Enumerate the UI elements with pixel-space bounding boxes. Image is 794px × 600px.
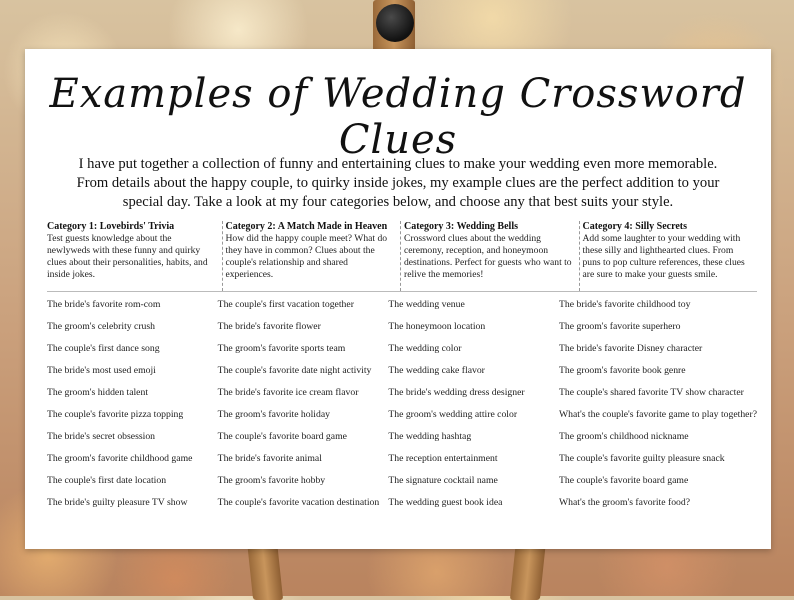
clue-column-4 <box>556 294 757 514</box>
easel-right-leg <box>510 540 546 600</box>
clue-item: The groom's wedding attire color <box>388 409 518 420</box>
clue-item: What's the groom's favorite food? <box>559 497 691 508</box>
clue-item: The bride's wedding dress designer <box>388 387 525 398</box>
clue-column-3 <box>385 294 556 514</box>
category-heading: Category 4: Silly Secrets <box>582 221 688 232</box>
clue-item: The bride's favorite flower <box>217 321 321 332</box>
sign-board <box>25 49 771 549</box>
clue-item: The couple's favorite board game <box>217 431 347 442</box>
clue-item: The bride's favorite rom-com <box>47 299 161 310</box>
category-headers <box>47 221 757 291</box>
clue-column-2 <box>215 294 386 514</box>
clue-item: The couple's favorite guilty pleasure snack <box>559 453 725 464</box>
category-description: How did the happy couple meet? What do they have in common? Clues about the couple's relationship and shared experiences. <box>225 233 388 280</box>
clue-item: The couple's favorite date night activity <box>217 365 372 376</box>
category-description: Test guests knowledge about the newlyweds with these funny and quirky clues about their personalities, habits, and inside jokes. <box>47 233 208 280</box>
clue-item: The reception entertainment <box>388 453 498 464</box>
clue-item: The groom's childhood nickname <box>559 431 689 442</box>
clue-item: The wedding cake flavor <box>388 365 485 376</box>
category-3 <box>400 221 579 291</box>
category-4 <box>579 221 758 291</box>
clue-item: The wedding color <box>388 343 462 354</box>
clue-item: The honeymoon location <box>388 321 486 332</box>
page-title: Examples of Wedding Crossword Clues <box>49 71 747 163</box>
clue-table <box>47 294 757 514</box>
clue-item: The couple's first date location <box>47 475 167 486</box>
clue-item: The bride's secret obsession <box>47 431 156 442</box>
intro-paragraph: I have put together a collection of funny and entertaining clues to make your wedding even more memorable. From details about the happy couple, to quirky inside jokes, my example clues are the perfect addition to your special day. Take a look at my four categories below, and choose any that best suits your style. <box>76 156 720 210</box>
clue-column-1 <box>47 294 215 514</box>
clue-item: The groom's favorite superhero <box>559 321 681 332</box>
clue-item: The groom's favorite book genre <box>559 365 686 376</box>
section-divider <box>47 291 757 292</box>
clue-item: The groom's favorite childhood game <box>47 453 193 464</box>
clue-item: The bride's favorite animal <box>217 453 322 464</box>
clue-item: The wedding guest book idea <box>388 497 503 508</box>
clue-item: The groom's favorite hobby <box>217 475 326 486</box>
clue-item: The groom's celebrity crush <box>47 321 156 332</box>
clue-item: The couple's shared favorite TV show character <box>559 387 744 398</box>
clue-item: The couple's favorite pizza topping <box>47 409 184 420</box>
clue-item: The wedding venue <box>388 299 465 310</box>
category-description: Add some laughter to your wedding with these silly and lighthearted clues. From puns to pop culture references, these clues are sure to make your guests smile. <box>582 233 745 280</box>
category-heading: Category 1: Lovebirds' Trivia <box>47 221 175 232</box>
clue-item: The groom's favorite sports team <box>217 343 346 354</box>
clue-item: The couple's first vacation together <box>217 299 354 310</box>
clue-item: What's the couple's favorite game to play together? <box>559 409 757 420</box>
category-heading: Category 3: Wedding Bells <box>404 221 518 232</box>
category-heading: Category 2: A Match Made in Heaven <box>225 221 388 232</box>
clue-item: The groom's favorite holiday <box>217 409 330 420</box>
clue-item: The couple's favorite board game <box>559 475 689 486</box>
category-2 <box>222 221 401 291</box>
clue-item: The bride's favorite ice cream flavor <box>217 387 359 398</box>
clue-item: The couple's first dance song <box>47 343 160 354</box>
clue-item: The groom's hidden talent <box>47 387 149 398</box>
clue-item: The wedding hashtag <box>388 431 472 442</box>
clue-item: The bride's most used emoji <box>47 365 156 376</box>
easel-left-leg <box>247 540 283 600</box>
clue-item: The bride's guilty pleasure TV show <box>47 497 188 508</box>
easel-knob <box>376 4 414 42</box>
category-description: Crossword clues about the wedding ceremony, reception, and honeymoon destinations. Perfect for guests who want to relive the memories! <box>404 233 572 280</box>
clue-item: The bride's favorite childhood toy <box>559 299 691 310</box>
clue-item: The signature cocktail name <box>388 475 498 486</box>
category-1 <box>47 221 222 291</box>
clue-item: The couple's favorite vacation destination <box>217 497 380 508</box>
clue-item: The bride's favorite Disney character <box>559 343 703 354</box>
